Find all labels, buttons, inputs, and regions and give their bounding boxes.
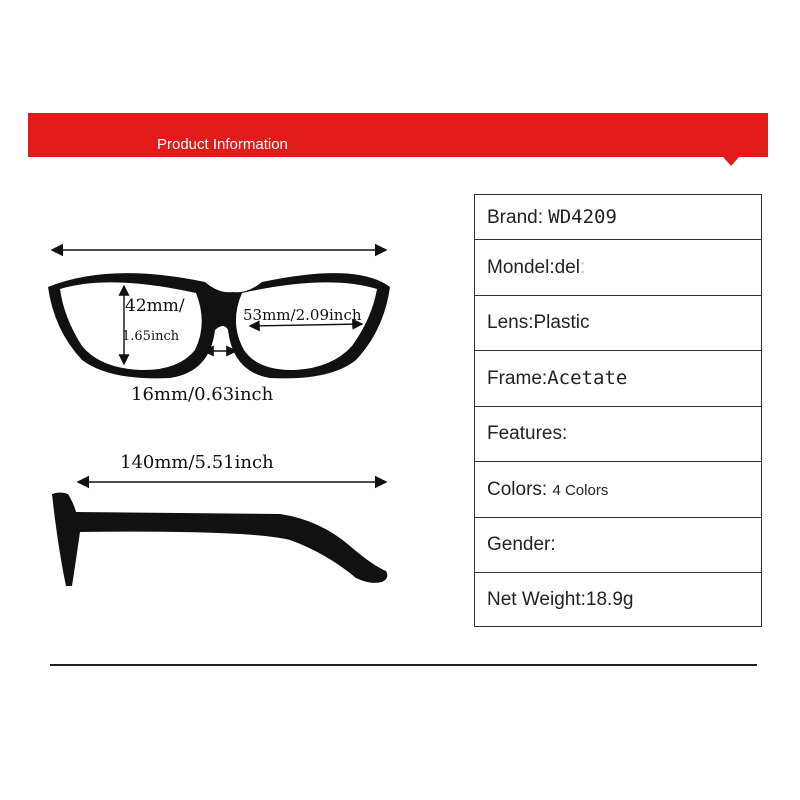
lens-width-arrow: [250, 324, 362, 326]
spec-row-colors: [475, 462, 762, 518]
spec-row-weight: [475, 573, 762, 627]
lens-height-inch-label: 1.65inch: [122, 329, 180, 344]
colors-value: 4 Colors: [552, 481, 609, 499]
gender-label: Gender:: [487, 534, 556, 555]
spec-row-brand: [475, 195, 762, 240]
front-frame: [48, 273, 390, 378]
spec-table: [474, 194, 762, 627]
spec-row-gender: [475, 518, 762, 573]
temple-arm: [52, 493, 387, 587]
features-label: Features:: [487, 423, 568, 444]
colors-label: Colors:: [487, 478, 553, 500]
lens-label: Lens:Plastic: [487, 312, 590, 333]
weight-label: Net Weight:18.9g: [487, 588, 634, 610]
spec-row-features: [475, 407, 762, 462]
spec-row-model: [475, 240, 762, 296]
spec-row-lens: [475, 296, 762, 351]
model-label: Mondel:del: [487, 256, 580, 278]
brand-value: WD4209: [548, 205, 617, 228]
temple-length-label: 140mm/5.51inch: [120, 452, 274, 473]
bottom-divider: [50, 664, 757, 666]
frame-value: Acetate: [547, 367, 628, 389]
frame-label: Frame:: [487, 368, 548, 389]
banner-title: Product Information: [157, 136, 288, 153]
model-value: :: [579, 256, 586, 278]
lens-width-label: 53mm/2.09inch: [243, 306, 362, 324]
lens-height-mm-label: 42mm/: [125, 296, 185, 316]
brand-label: Brand:: [487, 206, 549, 228]
bridge-label: 16mm/0.63inch: [131, 384, 274, 405]
spec-row-frame: [475, 351, 762, 407]
